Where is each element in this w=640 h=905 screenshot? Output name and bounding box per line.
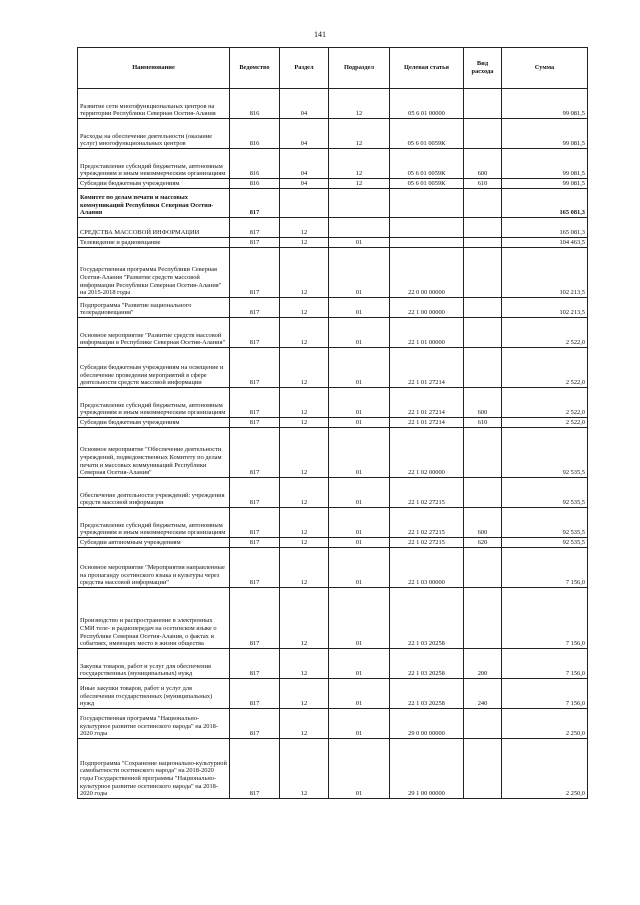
table-row [78, 348, 588, 388]
cell-target-article: 22 1 01 00000 [390, 318, 464, 348]
cell-sum: 99 081,5 [502, 89, 588, 119]
cell-ministry: 817 [230, 538, 280, 548]
cell-expense-type [464, 189, 502, 218]
cell-subsection: 01 [329, 709, 390, 739]
table-row [78, 238, 588, 248]
cell-name: Телевидение и радиовещание [78, 238, 230, 248]
cell-target-article: 05 6 01 00000 [390, 89, 464, 119]
cell-subsection: 01 [329, 298, 390, 318]
cell-target-article: 22 1 00 00000 [390, 298, 464, 318]
cell-name: Субсидии бюджетным учреждениям на освещение и обеспечение проведения мероприятий в сфере деятельности средств массовой информации [78, 348, 230, 388]
table-header-row [78, 48, 588, 89]
cell-name: Комитет по делам печати и массовых коммуникаций Республики Северная Осетия-Алания [78, 189, 230, 218]
cell-section: 12 [280, 478, 329, 508]
cell-name: Предоставление субсидий бюджетным, автономным учреждениям и иным некоммерческим организациям [78, 508, 230, 538]
cell-ministry: 817 [230, 649, 280, 679]
cell-target-article: 22 1 02 27215 [390, 478, 464, 508]
cell-name: Подпрограмма "Сохранение национально-культурной самобытности осетинского народа" на 2018-2020 годы Государственной программы "Национально-культурное развитие осетинского народа" на 2018-2020 годы [78, 739, 230, 799]
cell-expense-type: 600 [464, 508, 502, 538]
cell-expense-type [464, 238, 502, 248]
table-row [78, 428, 588, 478]
cell-expense-type [464, 119, 502, 149]
header-sum: Сумма [502, 48, 588, 89]
cell-name: Государственная программа "Национально-культурное развитие осетинского народа" на 2018-2020 годы [78, 709, 230, 739]
cell-sum: 7 156,0 [502, 649, 588, 679]
cell-expense-type [464, 739, 502, 799]
cell-name: Производство и распространение в электронных СМИ теле- и радиопередач на осетинском языке о Республике Северная Осетия-Алания, о фактах и событиях, имеющих место в жизни общества [78, 588, 230, 649]
cell-expense-type: 600 [464, 388, 502, 418]
cell-target-article: 22 1 02 00000 [390, 428, 464, 478]
table-row [78, 478, 588, 508]
table-row [78, 179, 588, 189]
cell-target-article: 22 1 03 20258 [390, 588, 464, 649]
table-row [78, 739, 588, 799]
cell-target-article: 22 1 02 27215 [390, 538, 464, 548]
cell-target-article: 22 1 02 27215 [390, 508, 464, 538]
table-row [78, 298, 588, 318]
cell-name: Субсидии бюджетным учреждениям [78, 418, 230, 428]
cell-target-article: 22 1 03 20258 [390, 649, 464, 679]
cell-subsection: 01 [329, 238, 390, 248]
cell-ministry: 816 [230, 149, 280, 179]
cell-expense-type [464, 428, 502, 478]
cell-subsection: 01 [329, 348, 390, 388]
cell-sum: 2 522,0 [502, 348, 588, 388]
cell-expense-type [464, 548, 502, 588]
cell-sum: 2 522,0 [502, 318, 588, 348]
table-row [78, 548, 588, 588]
table-row [78, 538, 588, 548]
table-row [78, 388, 588, 418]
header-target-article: Целевая статья [390, 48, 464, 89]
cell-sum: 92 535,5 [502, 538, 588, 548]
cell-expense-type: 620 [464, 538, 502, 548]
header-subsection: Подраздел [329, 48, 390, 89]
cell-name: Подпрограмма "Развитие национального телерадиовещания" [78, 298, 230, 318]
table-row [78, 508, 588, 538]
cell-target-article: 05 6 01 0059К [390, 149, 464, 179]
cell-expense-type [464, 248, 502, 298]
cell-name: Расходы на обеспечение деятельности (оказание услуг) многофункциональных центров [78, 119, 230, 149]
cell-name: Основное мероприятие "Обеспечение деятельности учреждений, подведомственных Комитету по делам печати и массовых коммуникаций Республики Северная Осетия-Алания" [78, 428, 230, 478]
cell-subsection: 01 [329, 538, 390, 548]
cell-subsection [329, 218, 390, 238]
cell-ministry: 816 [230, 89, 280, 119]
page-number: 141 [314, 30, 326, 39]
cell-section: 12 [280, 679, 329, 709]
cell-ministry: 817 [230, 478, 280, 508]
cell-name: Государственная программа Республики Северная Осетия-Алания "Развитие средств массовой информации Республики Северная Осетия-Алания" на 2015-2018 годы [78, 248, 230, 298]
cell-section: 04 [280, 149, 329, 179]
cell-sum: 2 250,0 [502, 739, 588, 799]
cell-sum: 104 463,5 [502, 238, 588, 248]
cell-name: Закупка товаров, работ и услуг для обеспечения государственных (муниципальных) нужд [78, 649, 230, 679]
cell-section: 12 [280, 508, 329, 538]
cell-subsection: 12 [329, 119, 390, 149]
cell-ministry: 817 [230, 318, 280, 348]
cell-sum: 102 213,5 [502, 298, 588, 318]
cell-section: 04 [280, 179, 329, 189]
cell-section: 12 [280, 238, 329, 248]
cell-section: 12 [280, 538, 329, 548]
cell-section: 12 [280, 709, 329, 739]
cell-target-article: 05 6 01 0059К [390, 179, 464, 189]
cell-target-article: 22 1 03 00000 [390, 548, 464, 588]
cell-sum: 2 522,0 [502, 388, 588, 418]
cell-target-article: 29 1 00 00000 [390, 739, 464, 799]
cell-sum: 92 535,5 [502, 508, 588, 538]
cell-section: 04 [280, 89, 329, 119]
cell-expense-type: 200 [464, 649, 502, 679]
cell-expense-type [464, 709, 502, 739]
cell-ministry: 817 [230, 298, 280, 318]
cell-ministry: 816 [230, 179, 280, 189]
cell-expense-type: 610 [464, 179, 502, 189]
cell-expense-type [464, 478, 502, 508]
cell-sum: 99 081,5 [502, 119, 588, 149]
cell-ministry: 817 [230, 218, 280, 238]
table-row [78, 318, 588, 348]
cell-name: Основное мероприятие "Мероприятия направленные на пропаганду осетинского языка и культуры через средства массовой информации" [78, 548, 230, 588]
cell-section: 12 [280, 318, 329, 348]
cell-expense-type [464, 298, 502, 318]
cell-ministry: 817 [230, 739, 280, 799]
cell-expense-type: 240 [464, 679, 502, 709]
header-expense-type: Вид расхода [464, 48, 502, 89]
table-row [78, 189, 588, 218]
cell-target-article [390, 238, 464, 248]
cell-section: 12 [280, 739, 329, 799]
header-name: Наименование [78, 48, 230, 89]
table-row [78, 679, 588, 709]
cell-subsection: 01 [329, 588, 390, 649]
cell-sum: 7 156,0 [502, 588, 588, 649]
cell-expense-type [464, 588, 502, 649]
header-section: Раздел [280, 48, 329, 89]
cell-subsection: 12 [329, 89, 390, 119]
cell-target-article [390, 218, 464, 238]
cell-sum: 165 081,3 [502, 218, 588, 238]
cell-subsection: 12 [329, 149, 390, 179]
cell-ministry: 817 [230, 588, 280, 649]
cell-section: 12 [280, 348, 329, 388]
cell-subsection: 01 [329, 318, 390, 348]
cell-section: 12 [280, 388, 329, 418]
cell-target-article: 22 1 01 27214 [390, 388, 464, 418]
table-row [78, 418, 588, 428]
cell-ministry: 817 [230, 418, 280, 428]
cell-ministry: 817 [230, 679, 280, 709]
cell-target-article: 22 0 00 00000 [390, 248, 464, 298]
cell-subsection: 01 [329, 248, 390, 298]
cell-sum: 2 522,0 [502, 418, 588, 428]
cell-name: Развитие сети многофункциональных центров на территории Республики Северная Осетия-Алания [78, 89, 230, 119]
cell-expense-type [464, 348, 502, 388]
cell-name: Обеспечение деятельности учреждений: учреждения средств массовой информации [78, 478, 230, 508]
cell-ministry: 817 [230, 548, 280, 588]
cell-section: 12 [280, 248, 329, 298]
table-row [78, 119, 588, 149]
cell-target-article: 22 1 01 27214 [390, 418, 464, 428]
cell-subsection: 01 [329, 418, 390, 428]
cell-sum: 99 081,5 [502, 179, 588, 189]
cell-subsection [329, 189, 390, 218]
cell-sum: 165 081,3 [502, 189, 588, 218]
cell-target-article: 22 1 01 27214 [390, 348, 464, 388]
cell-section: 12 [280, 649, 329, 679]
cell-section: 12 [280, 548, 329, 588]
cell-sum: 7 156,0 [502, 679, 588, 709]
cell-subsection: 01 [329, 649, 390, 679]
cell-section: 04 [280, 119, 329, 149]
cell-ministry: 816 [230, 119, 280, 149]
cell-ministry: 817 [230, 388, 280, 418]
cell-target-article [390, 189, 464, 218]
cell-subsection: 01 [329, 478, 390, 508]
cell-ministry: 817 [230, 508, 280, 538]
cell-subsection: 12 [329, 179, 390, 189]
table-row [78, 709, 588, 739]
cell-expense-type [464, 218, 502, 238]
table-row [78, 588, 588, 649]
cell-section [280, 189, 329, 218]
cell-section: 12 [280, 588, 329, 649]
cell-expense-type [464, 318, 502, 348]
cell-ministry: 817 [230, 238, 280, 248]
cell-ministry: 817 [230, 248, 280, 298]
cell-target-article: 05 6 01 0059К [390, 119, 464, 149]
cell-name: СРЕДСТВА МАССОВОЙ ИНФОРМАЦИИ [78, 218, 230, 238]
table-row [78, 649, 588, 679]
cell-name: Предоставление субсидий бюджетным, автономным учреждениям и иным некоммерческим организациям [78, 149, 230, 179]
cell-sum: 92 535,5 [502, 478, 588, 508]
cell-name: Субсидии бюджетным учреждениям [78, 179, 230, 189]
cell-name: Субсидии автономным учреждениям [78, 538, 230, 548]
table-row [78, 218, 588, 238]
table-row [78, 248, 588, 298]
cell-expense-type: 610 [464, 418, 502, 428]
cell-section: 12 [280, 218, 329, 238]
cell-sum: 102 213,5 [502, 248, 588, 298]
cell-section: 12 [280, 418, 329, 428]
cell-expense-type [464, 89, 502, 119]
cell-sum: 99 081,5 [502, 149, 588, 179]
cell-target-article: 22 1 03 20258 [390, 679, 464, 709]
cell-section: 12 [280, 298, 329, 318]
cell-section: 12 [280, 428, 329, 478]
cell-name: Основное мероприятие "Развитие средств массовой информации в Республике Северная Осетия-Алания" [78, 318, 230, 348]
cell-ministry: 817 [230, 428, 280, 478]
header-ministry: Ведомство [230, 48, 280, 89]
table-row [78, 89, 588, 119]
table-body [78, 89, 588, 799]
cell-name: Иные закупки товаров, работ и услуг для обеспечения государственных (муниципальных) нужд [78, 679, 230, 709]
cell-ministry: 817 [230, 189, 280, 218]
cell-name: Предоставление субсидий бюджетным, автономным учреждениям и иным некоммерческим организациям [78, 388, 230, 418]
cell-subsection: 01 [329, 548, 390, 588]
cell-ministry: 817 [230, 709, 280, 739]
cell-subsection: 01 [329, 388, 390, 418]
table-row [78, 149, 588, 179]
cell-subsection: 01 [329, 679, 390, 709]
cell-ministry: 817 [230, 348, 280, 388]
cell-sum: 2 250,0 [502, 709, 588, 739]
cell-expense-type: 600 [464, 149, 502, 179]
cell-subsection: 01 [329, 428, 390, 478]
cell-target-article: 29 0 00 00000 [390, 709, 464, 739]
cell-subsection: 01 [329, 739, 390, 799]
cell-sum: 7 156,0 [502, 548, 588, 588]
cell-subsection: 01 [329, 508, 390, 538]
cell-sum: 92 535,5 [502, 428, 588, 478]
budget-table [77, 47, 588, 799]
